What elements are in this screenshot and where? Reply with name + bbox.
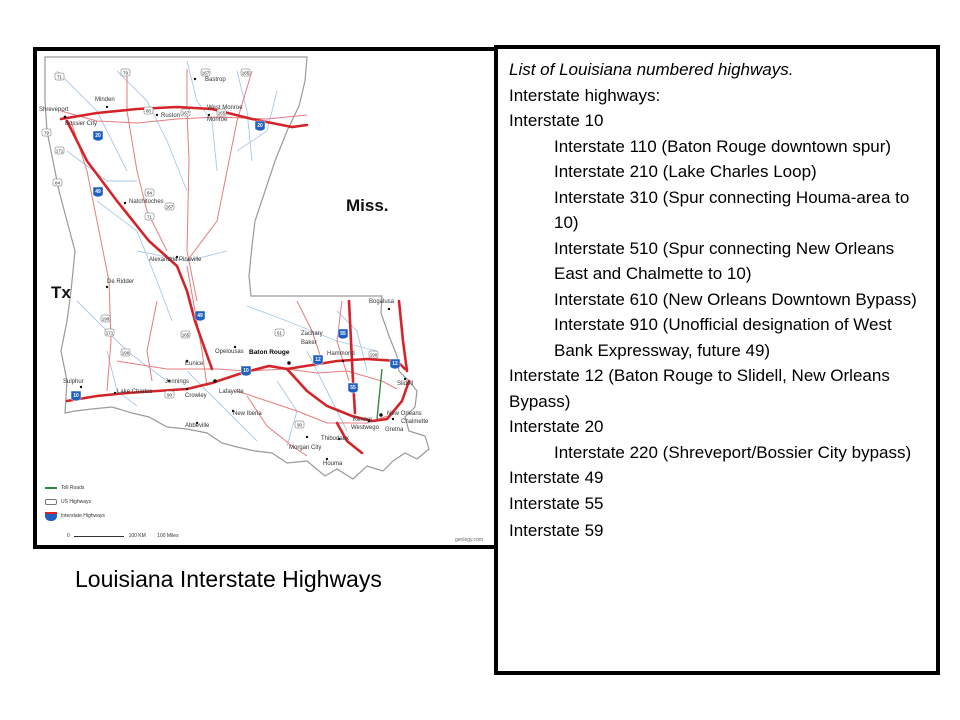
city-lafayette: Lafayette (219, 389, 244, 395)
list-item-i310: Interstate 310 (Spur connecting Houma-area to 10) (554, 187, 910, 232)
city-bastrop: Bastrop (205, 77, 226, 83)
list-item-i59: Interstate 59 (509, 521, 604, 540)
i49-shield-south (195, 311, 205, 321)
city-baton-rouge: Baton Rouge (249, 349, 290, 356)
svg-text:20: 20 (95, 133, 101, 139)
city-crowley: Crowley (185, 393, 207, 399)
city-baker: Baker (301, 340, 317, 346)
toll-road-causeway (377, 369, 382, 419)
map-frame (33, 47, 499, 549)
mississippi-label: Miss. (346, 196, 389, 215)
city-bossier-city: Bossier City (65, 121, 98, 127)
svg-text:190: 190 (369, 352, 378, 358)
map-graphic (37, 51, 495, 545)
city-abbeville: Abbeville (185, 423, 210, 429)
city-slidell: Slidell (397, 381, 414, 387)
city-opelousas: Opelousas (215, 349, 244, 355)
svg-text:79: 79 (122, 70, 129, 76)
legend-interstate-highways (45, 509, 105, 523)
city-jennings: Jennings (165, 379, 190, 385)
city-new-orleans: New Orleans (387, 411, 422, 417)
list-item-i210: Interstate 210 (Lake Charles Loop) (554, 162, 817, 181)
city-eunice: Eunice (185, 361, 204, 367)
interstate-shield-icon (45, 512, 57, 521)
svg-text:12: 12 (392, 361, 398, 367)
city-monroe: Monroe (207, 117, 228, 123)
svg-text:165: 165 (241, 70, 250, 76)
city-westwego: Westwego (351, 425, 379, 431)
list-item-i110: Interstate 110 (Baton Rouge downtown spur) (554, 136, 892, 156)
legend-us-highways-label: US Highways (61, 499, 92, 505)
map-caption: Louisiana Interstate Highways (75, 566, 382, 592)
svg-text:90: 90 (296, 422, 303, 428)
list-item-i910: Interstate 910 (Unofficial designation of West Bank Expressway, future 49) (554, 315, 892, 360)
list-item-i610: Interstate 610 (New Orleans Downtown Bypass) (554, 289, 917, 309)
svg-text:55: 55 (350, 385, 356, 391)
list-item-i55: Interstate 55 (509, 493, 604, 513)
scale-zero: 0 (67, 533, 70, 539)
svg-text:12: 12 (315, 357, 321, 363)
map-credit: geology.com (455, 537, 483, 543)
svg-text:61: 61 (276, 330, 283, 336)
city-bogalusa: Bogalusa (369, 299, 395, 305)
svg-text:167: 167 (165, 204, 174, 210)
list-item-i49: Interstate 49 (509, 468, 604, 487)
city-shreveport: Shreveport (39, 107, 69, 113)
highway-list-box (494, 45, 940, 675)
city-de-ridder: De Ridder (107, 279, 135, 285)
list-heading: List of Louisiana numbered highways. (509, 60, 794, 79)
scale-miles: 100 Miles (157, 533, 179, 539)
us-highway-shield-icon (45, 499, 57, 505)
svg-text:165: 165 (181, 332, 190, 338)
svg-text:71: 71 (56, 74, 63, 80)
i49-shield (93, 187, 103, 197)
svg-text:71: 71 (146, 214, 153, 220)
i55-shield-south (348, 383, 358, 393)
i10-shield (241, 366, 251, 376)
i10-shield-west (71, 391, 81, 401)
city-natchitoches: Natchitoches (129, 199, 164, 205)
city-sulphur: Sulphur (63, 379, 84, 385)
svg-text:84: 84 (146, 190, 153, 196)
city-hammond: Hammond (327, 351, 355, 357)
svg-text:10: 10 (243, 368, 249, 374)
svg-text:49: 49 (95, 189, 101, 195)
city-houma: Houma (323, 461, 343, 467)
toll-road-swatch (45, 487, 57, 489)
city-new-iberia: New Iberia (233, 411, 262, 417)
map-legend (45, 481, 105, 523)
city-alexandria-pineville: Alexandria Pineville (149, 257, 202, 263)
svg-text:84: 84 (54, 180, 61, 186)
svg-text:49: 49 (197, 313, 203, 319)
list-item-i10: Interstate 10 (509, 111, 604, 130)
legend-toll-roads (45, 481, 105, 495)
svg-text:80: 80 (145, 108, 152, 114)
list-intro: Interstate highways: (509, 85, 661, 105)
i20-shield (93, 131, 103, 141)
city-gretna: Gretna (385, 427, 404, 433)
list-item-i12: Interstate 12 (Baton Rouge to Slidell, New Orleans Bypass) (509, 366, 890, 411)
i55-shield (338, 329, 348, 339)
svg-text:165: 165 (217, 110, 226, 116)
i20-shield-east (255, 121, 265, 131)
city-lake-charles: Lake Charles (117, 389, 153, 395)
legend-interstate-highways-label: Interstate Highways (61, 513, 105, 519)
svg-text:55: 55 (340, 331, 346, 337)
i12-line (287, 359, 405, 369)
svg-text:171: 171 (105, 330, 114, 336)
svg-text:171: 171 (55, 148, 64, 154)
city-chalmette: Chalmette (401, 419, 429, 425)
svg-text:167: 167 (201, 70, 210, 76)
list-item-i510: Interstate 510 (Spur connecting New Orleans East and Chalmette to 10) (554, 238, 895, 283)
map-scale (67, 533, 179, 539)
svg-text:79: 79 (43, 130, 50, 136)
city-kenner: Kenner (353, 417, 373, 423)
legend-us-highways (45, 495, 105, 509)
svg-text:20: 20 (257, 123, 263, 129)
list-item-i220: Interstate 220 (Shreveport/Bossier City bypass) (554, 442, 912, 462)
city-zachary: Zachary (301, 331, 323, 337)
svg-text:167: 167 (181, 110, 190, 116)
svg-text:190: 190 (101, 316, 110, 322)
scale-bar (74, 536, 124, 537)
city-ruston: Ruston (161, 113, 181, 119)
svg-text:10: 10 (73, 393, 79, 399)
list-item-i20: Interstate 20 (509, 417, 604, 436)
svg-text:190: 190 (121, 350, 130, 356)
city-west-monroe: West Monroe (207, 105, 243, 111)
i12-shield-east (390, 359, 400, 369)
legend-toll-roads-label: Toll Roads (61, 485, 85, 491)
svg-text:90: 90 (166, 392, 173, 398)
i12-shield (313, 355, 323, 365)
us-highways (61, 69, 397, 456)
i55-line (349, 301, 355, 413)
scale-km: 100 KM (128, 533, 146, 539)
louisiana-map (37, 51, 495, 545)
city-morgan-city: Morgan City (289, 445, 322, 451)
city-minden: Minden (95, 97, 115, 103)
city-thibodaux: Thibodaux (321, 436, 350, 442)
texas-label: Tx (51, 283, 71, 302)
i49-line (67, 121, 212, 369)
